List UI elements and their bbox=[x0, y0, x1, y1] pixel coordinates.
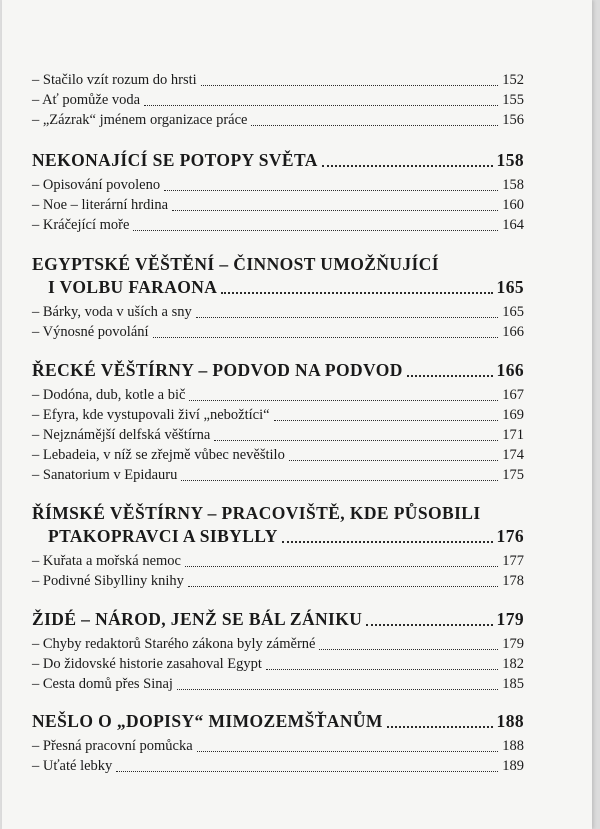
dot-leader bbox=[185, 566, 498, 567]
section-title bbox=[32, 502, 524, 525]
section-title bbox=[32, 149, 524, 172]
toc-section bbox=[32, 253, 524, 342]
entry-text: – Výnosné povolání bbox=[32, 324, 149, 340]
dot-leader bbox=[387, 726, 493, 728]
entry-text: – Noe – literární hrdina bbox=[32, 197, 169, 213]
entry-text: – Přesná pracovní pomůcka bbox=[32, 738, 193, 754]
entry-page-number: 179 bbox=[502, 636, 524, 652]
section-page-number: 158 bbox=[496, 150, 524, 170]
entry-page-number: 185 bbox=[502, 676, 524, 692]
section-title bbox=[32, 276, 524, 299]
entry-page-number: 166 bbox=[502, 324, 524, 340]
section-title bbox=[32, 525, 524, 548]
dot-leader bbox=[282, 541, 493, 543]
entry-text: – Kráčející moře bbox=[32, 217, 130, 233]
dot-leader bbox=[116, 771, 498, 772]
toc-entry bbox=[32, 302, 524, 322]
section-title bbox=[32, 253, 524, 276]
toc-entry bbox=[32, 385, 524, 405]
entry-page-number: 155 bbox=[502, 92, 524, 108]
dot-leader bbox=[196, 317, 498, 318]
section-title-text: EGYPTSKÉ VĚŠTĚNÍ – ČINNOST UMOŽŇUJÍCÍ bbox=[32, 254, 440, 274]
toc-entry bbox=[32, 195, 524, 215]
entry-page-number: 165 bbox=[502, 304, 524, 320]
toc-entry bbox=[32, 634, 524, 654]
entry-text: – „Zázrak“ jménem organizace práce bbox=[32, 112, 248, 128]
entry-text: – Sanatorium v Epidauru bbox=[32, 467, 178, 483]
toc-section bbox=[32, 359, 524, 485]
toc-entry bbox=[32, 175, 524, 195]
toc-entry bbox=[32, 322, 524, 342]
dot-leader bbox=[266, 669, 498, 670]
entry-page-number: 171 bbox=[502, 427, 524, 443]
entry-page-number: 152 bbox=[502, 72, 524, 88]
entry-page-number: 177 bbox=[502, 553, 524, 569]
toc-section bbox=[32, 502, 524, 591]
dot-leader bbox=[366, 624, 492, 626]
toc-entry bbox=[32, 654, 524, 674]
dot-leader bbox=[177, 689, 498, 690]
section-title-text: ŽIDÉ – NÁROD, JENŽ SE BÁL ZÁNIKU bbox=[32, 609, 363, 629]
dot-leader bbox=[319, 649, 498, 650]
entry-text: – Uťaté lebky bbox=[32, 758, 113, 774]
table-of-contents bbox=[32, 54, 524, 776]
entry-text: – Podivné Sibylliny knihy bbox=[32, 573, 184, 589]
section-title-text: ŘÍMSKÉ VĚŠTÍRNY – PRACOVIŠTĚ, KDE PŮSOBILI bbox=[32, 503, 481, 523]
dot-leader bbox=[201, 85, 498, 86]
section-page-number: 165 bbox=[496, 277, 524, 297]
entry-text: – Cesta domů přes Sinaj bbox=[32, 676, 173, 692]
dot-leader bbox=[164, 190, 498, 191]
entry-text: – Opisování povoleno bbox=[32, 177, 161, 193]
entry-text: – Do židovské historie zasahoval Egypt bbox=[32, 656, 262, 672]
dot-leader bbox=[322, 165, 493, 167]
entry-page-number: 189 bbox=[502, 758, 524, 774]
entry-page-number: 160 bbox=[502, 197, 524, 213]
toc-entry bbox=[32, 736, 524, 756]
entry-page-number: 158 bbox=[502, 177, 524, 193]
toc-entry bbox=[32, 215, 524, 235]
toc-entry bbox=[32, 571, 524, 591]
entry-page-number: 178 bbox=[502, 573, 524, 589]
dot-leader bbox=[289, 460, 498, 461]
toc-entry bbox=[32, 551, 524, 571]
toc-entry bbox=[32, 465, 524, 485]
dot-leader bbox=[407, 375, 493, 377]
dot-leader bbox=[172, 210, 498, 211]
entry-page-number: 174 bbox=[502, 447, 524, 463]
entry-text: – Bárky, voda v uších a sny bbox=[32, 304, 192, 320]
entry-page-number: 182 bbox=[502, 656, 524, 672]
toc-section bbox=[32, 149, 524, 235]
entry-text: – Stačilo vzít rozum do hrsti bbox=[32, 72, 197, 88]
section-page-number: 188 bbox=[496, 711, 524, 731]
entry-page-number: 188 bbox=[502, 738, 524, 754]
section-page-number: 179 bbox=[496, 609, 524, 629]
dot-leader bbox=[251, 125, 498, 126]
dot-leader bbox=[188, 586, 498, 587]
dot-leader bbox=[133, 230, 498, 231]
entry-text: – Ať pomůže voda bbox=[32, 92, 141, 108]
toc-entry bbox=[32, 110, 524, 130]
section-title-text: I VOLBU FARAONA bbox=[48, 277, 218, 297]
toc-entry bbox=[32, 674, 524, 694]
entry-text: – Dodóna, dub, kotle a bič bbox=[32, 387, 186, 403]
section-title bbox=[32, 710, 524, 733]
toc-entry bbox=[32, 405, 524, 425]
section-page-number: 166 bbox=[496, 360, 524, 380]
toc-entry bbox=[32, 445, 524, 465]
dot-leader bbox=[214, 440, 498, 441]
dot-leader bbox=[221, 292, 492, 294]
book-page bbox=[2, 0, 592, 829]
entry-text: – Chyby redaktorů Starého zákona byly záměrné bbox=[32, 636, 316, 652]
entry-text: – Nejznámější delfská věštírna bbox=[32, 427, 211, 443]
toc-entry bbox=[32, 90, 524, 110]
dot-leader bbox=[153, 337, 498, 338]
section-page-number: 176 bbox=[496, 526, 524, 546]
section-title-text: PTAKOPRAVCI A SIBYLLY bbox=[48, 526, 278, 546]
dot-leader bbox=[197, 751, 498, 752]
entry-page-number: 175 bbox=[502, 467, 524, 483]
toc-entry bbox=[32, 70, 524, 90]
toc-section bbox=[32, 70, 524, 130]
entry-page-number: 169 bbox=[502, 407, 524, 423]
toc-entry bbox=[32, 425, 524, 445]
section-title bbox=[32, 608, 524, 631]
entry-text: – Efyra, kde vystupovali živí „nebožtíci“ bbox=[32, 407, 270, 423]
toc-section bbox=[32, 710, 524, 776]
entry-text: – Lebadeia, v níž se zřejmě vůbec nevěštilo bbox=[32, 447, 285, 463]
section-title-text: ŘECKÉ VĚŠTÍRNY – PODVOD NA PODVOD bbox=[32, 360, 403, 380]
entry-page-number: 167 bbox=[502, 387, 524, 403]
toc-section bbox=[32, 608, 524, 694]
toc-entry bbox=[32, 756, 524, 776]
entry-page-number: 164 bbox=[502, 217, 524, 233]
entry-page-number: 156 bbox=[502, 112, 524, 128]
section-title bbox=[32, 359, 524, 382]
dot-leader bbox=[274, 420, 498, 421]
dot-leader bbox=[144, 105, 498, 106]
section-title-text: NEŠLO O „DOPISY“ MIMOZEMŠŤANŮM bbox=[32, 711, 383, 731]
section-title-text: NEKONAJÍCÍ SE POTOPY SVĚTA bbox=[32, 150, 318, 170]
dot-leader bbox=[189, 400, 498, 401]
dot-leader bbox=[181, 480, 498, 481]
entry-text: – Kuřata a mořská nemoc bbox=[32, 553, 181, 569]
